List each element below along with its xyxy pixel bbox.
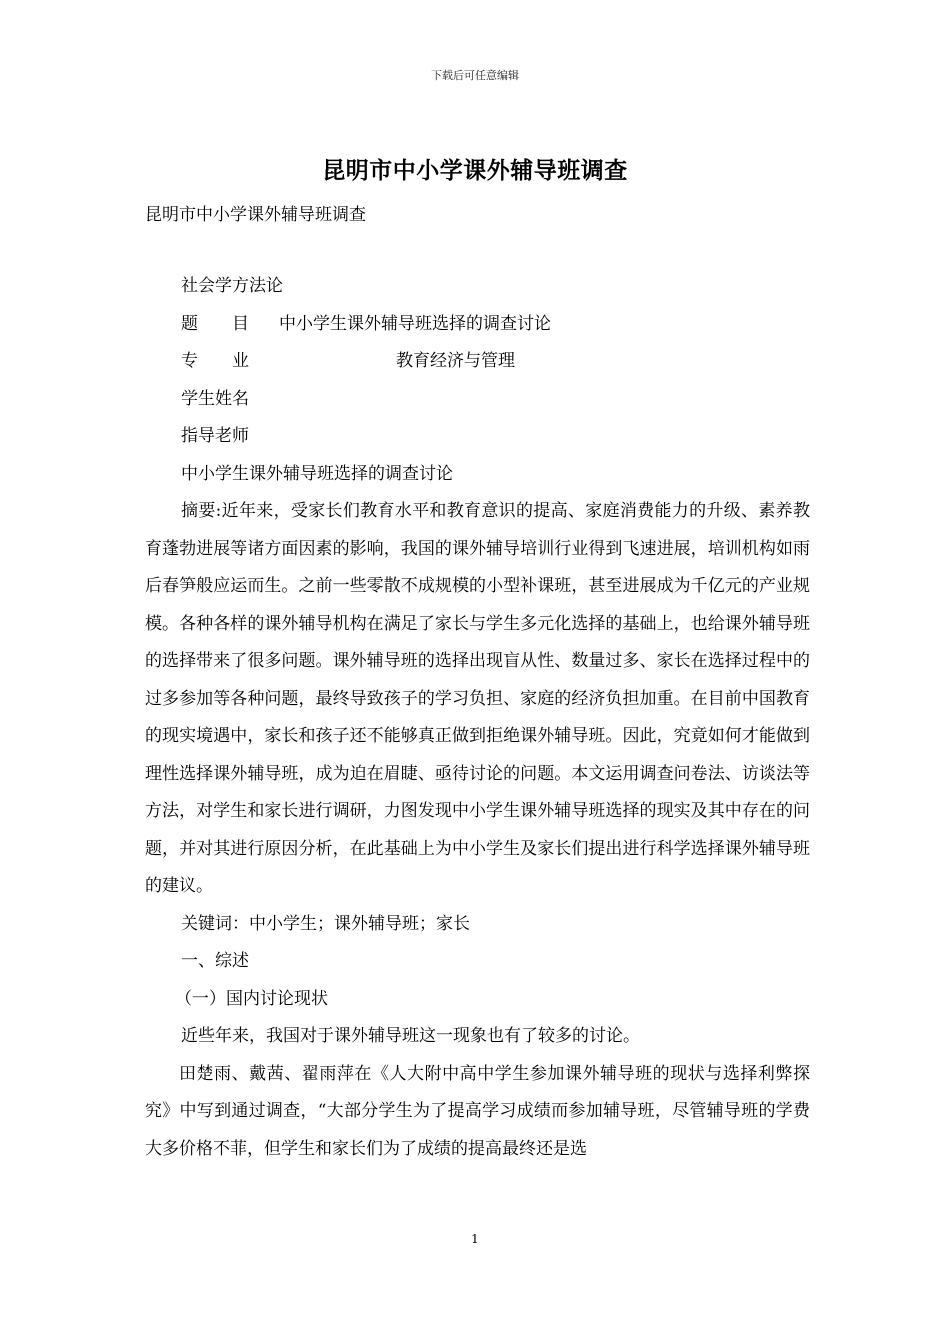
topic-value: 中小学生课外辅导班选择的调查讨论 (279, 313, 551, 334)
major-row (145, 343, 810, 381)
abstract-paragraph: 摘要:近年来，受家长们教育水平和教育意识的提高、家庭消费能力的升级、素养教育蓬勃进展等诸方面因素的影响，我国的课外辅导培训行业得到飞速进展，培训机构如雨后春笋般应运而生。之前一些零散不成规模的小型补课班，甚至进展成为千亿元的产业规模。各种各样的课外辅导机构在满足了家长与学生多元化选择的基础上，也给课外辅导班的选择带来了很多问题。课外辅导班的选择出现盲从性、数量过多、家长在选择过程中的过多参加等各种问题，最终导致孩子的学习负担、家庭的经济负担加重。在目前中国教育的现实境遇中，家长和孩子还不能够真正做到拒绝课外辅导班。因此，究竟如何才能做到理性选择课外辅导班，成为迫在眉睫、亟待讨论的问题。本文运用调查问卷法、访谈法等方法，对学生和家长进行调研，力图发现中小学生课外辅导班选择的现实及其中存在的问题，并对其进行原因分析，在此基础上为中小学生及家长们提出进行科学选择课外辅导班的建议。 (145, 501, 810, 896)
keywords: 关键词：中小学生；课外辅导班；家长 (181, 913, 470, 934)
topic-row (145, 306, 810, 344)
page-number: 1 (471, 1232, 479, 1246)
major-value: 教育经济与管理 (396, 351, 515, 371)
subsection-heading: （一）国内讨论现状 (175, 988, 328, 1009)
advisor-row: 指导老师 (181, 426, 249, 446)
major-label: 专 业 (181, 351, 249, 371)
body-paragraph-1: 近些年来，我国对于课外辅导班这一现象也有了较多的讨论。 (181, 1026, 640, 1046)
course-name: 社会学方法论 (181, 276, 283, 296)
topic-label: 题 目 (181, 313, 249, 334)
document-body (145, 268, 810, 1168)
document-title: 昆明市中小学课外辅导班调查 (322, 157, 628, 184)
section-heading: 一、综述 (181, 951, 249, 971)
paper-title: 中小学生课外辅导班选择的调查讨论 (181, 463, 453, 484)
body-paragraph-2: 田楚雨、戴茜、翟雨萍在《人大附中高中学生参加课外辅导班的现状与选择利弊探究》中写到通过调查，“大部分学生为了提高学习成绩而参加辅导班，尽管辅导班的学费大多价格不菲，但学生和家长们为了成绩的提高最终还是选 (145, 1063, 810, 1159)
document-subtitle: 昆明市中小学课外辅导班调查 (145, 205, 366, 225)
header-note: 下载后可任意编辑 (431, 69, 519, 82)
student-name-row: 学生姓名 (181, 388, 249, 409)
